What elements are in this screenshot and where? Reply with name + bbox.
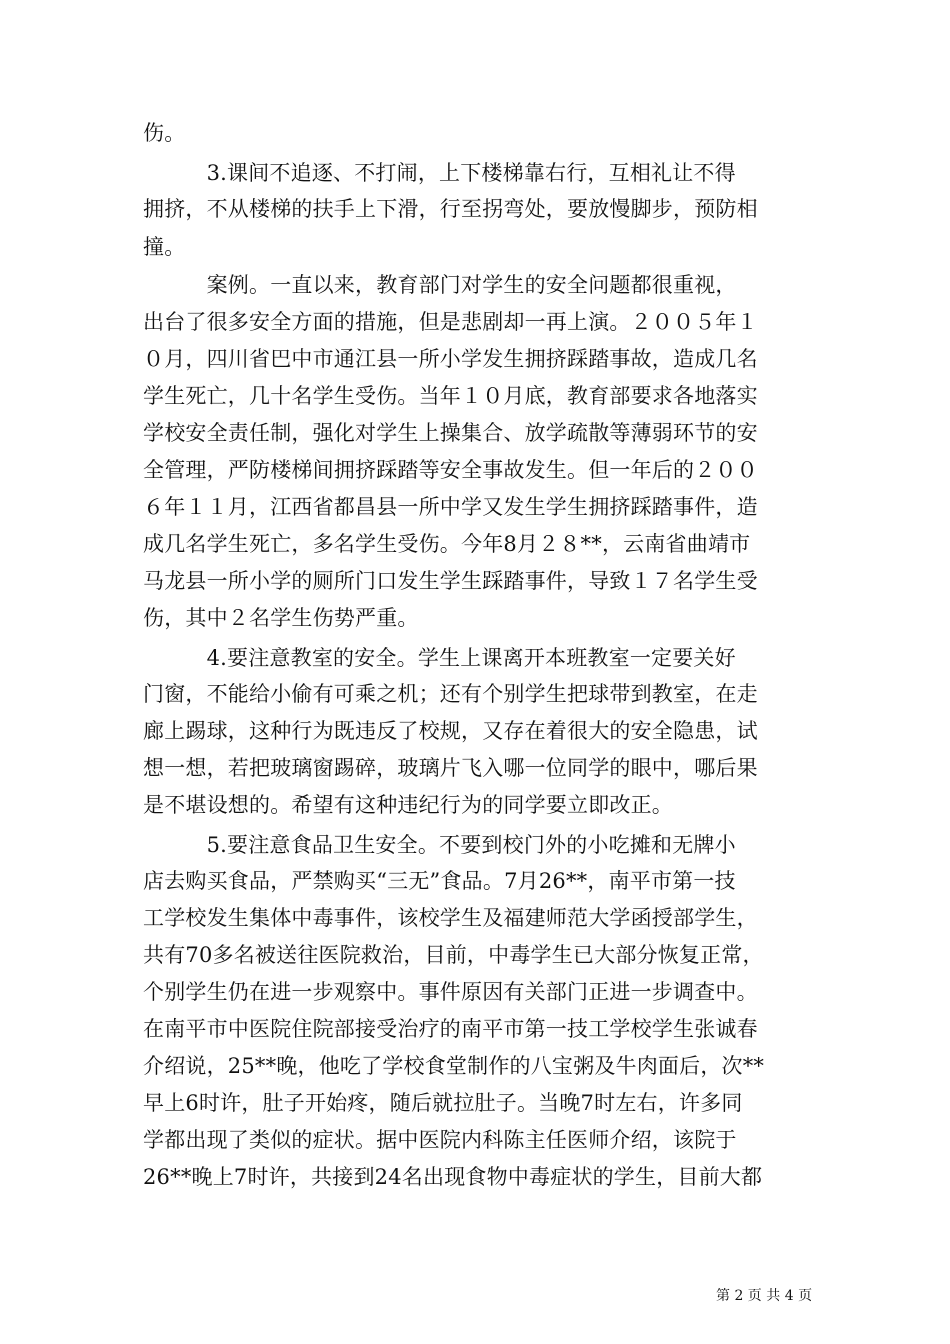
text-line: 是不堪设想的。希望有这种违纪行为的同学要立即改正。 <box>143 793 673 817</box>
text-line: 伤。 <box>143 121 186 145</box>
text-line: 学都出现了类似的症状。据中医院内科陈主任医师介绍，该院于 <box>143 1128 737 1152</box>
text-line: 想一想，若把玻璃窗踢碎，玻璃片飞入哪一位同学的眼中，哪后果 <box>143 756 758 780</box>
text-line: 学校安全责任制，强化对学生上操集合、放学疏散等薄弱环节的安 <box>143 421 758 445</box>
text-line: 成几名学生死亡，多名学生受伤。今年8月２８**，云南省曲靖市 <box>143 532 751 556</box>
text-line: 共有70多名被送往医院救治，目前，中毒学生已大部分恢复正常， <box>143 943 764 967</box>
text-line: 早上6时许，肚子开始疼，随后就拉肚子。当晚7时左右，许多同 <box>143 1091 743 1115</box>
text-line: ０月，四川省巴中市通江县一所小学发生拥挤踩踏事故，造成几名 <box>143 347 758 371</box>
text-line: 马龙县一所小学的厕所门口发生学生踩踏事件，导致１７名学生受 <box>143 569 758 593</box>
text-line: 26**晚上7时许，共接到24名出现食物中毒症状的学生，目前大都 <box>143 1165 763 1189</box>
text-line: 案例。一直以来，教育部门对学生的安全问题都很重视， <box>143 273 737 297</box>
text-line: 介绍说，25**晚，他吃了学校食堂制作的八宝粥及牛肉面后，次** <box>143 1054 765 1078</box>
text-line: 廊上踢球，这种行为既违反了校规，又存在着很大的安全隐患，试 <box>143 719 758 743</box>
text-line: 出台了很多安全方面的措施，但是悲剧却一再上演。２００５年１ <box>143 310 758 334</box>
text-line: 伤，其中２名学生伤势严重。 <box>143 606 419 630</box>
text-line: 4.要注意教室的安全。学生上课离开本班教室一定要关好 <box>143 646 736 670</box>
text-line: 个别学生仍在进一步观察中。事件原因有关部门正进一步调查中。 <box>143 980 758 1004</box>
text-line: 全管理，严防楼梯间拥挤踩踏等安全事故发生。但一年后的２００ <box>143 458 758 482</box>
text-line: 5.要注意食品卫生安全。不要到校门外的小吃摊和无牌小 <box>143 833 736 857</box>
text-line: ６年１１月，江西省都昌县一所中学又发生学生拥挤踩踏事件，造 <box>143 495 758 519</box>
text-line: 撞。 <box>143 235 186 259</box>
text-line: 工学校发生集体中毒事件，该校学生及福建师范大学函授部学生， <box>143 906 758 930</box>
text-line: 门窗，不能给小偷有可乘之机；还有个别学生把球带到教室，在走 <box>143 682 758 706</box>
text-line: 学生死亡，几十名学生受伤。当年１０月底，教育部要求各地落实 <box>143 384 758 408</box>
page-number-footer: 第 2 页 共 4 页 <box>716 1288 813 1304</box>
text-line: 3.课间不追逐、不打闹，上下楼梯靠右行，互相礼让不得 <box>143 161 736 185</box>
text-line: 在南平市中医院住院部接受治疗的南平市第一技工学校学生张诚春 <box>143 1017 758 1041</box>
text-line: 拥挤，不从楼梯的扶手上下滑，行至拐弯处，要放慢脚步，预防相 <box>143 197 758 221</box>
text-line: 店去购买食品，严禁购买“三无”食品。7月26**，南平市第一技 <box>143 869 736 893</box>
